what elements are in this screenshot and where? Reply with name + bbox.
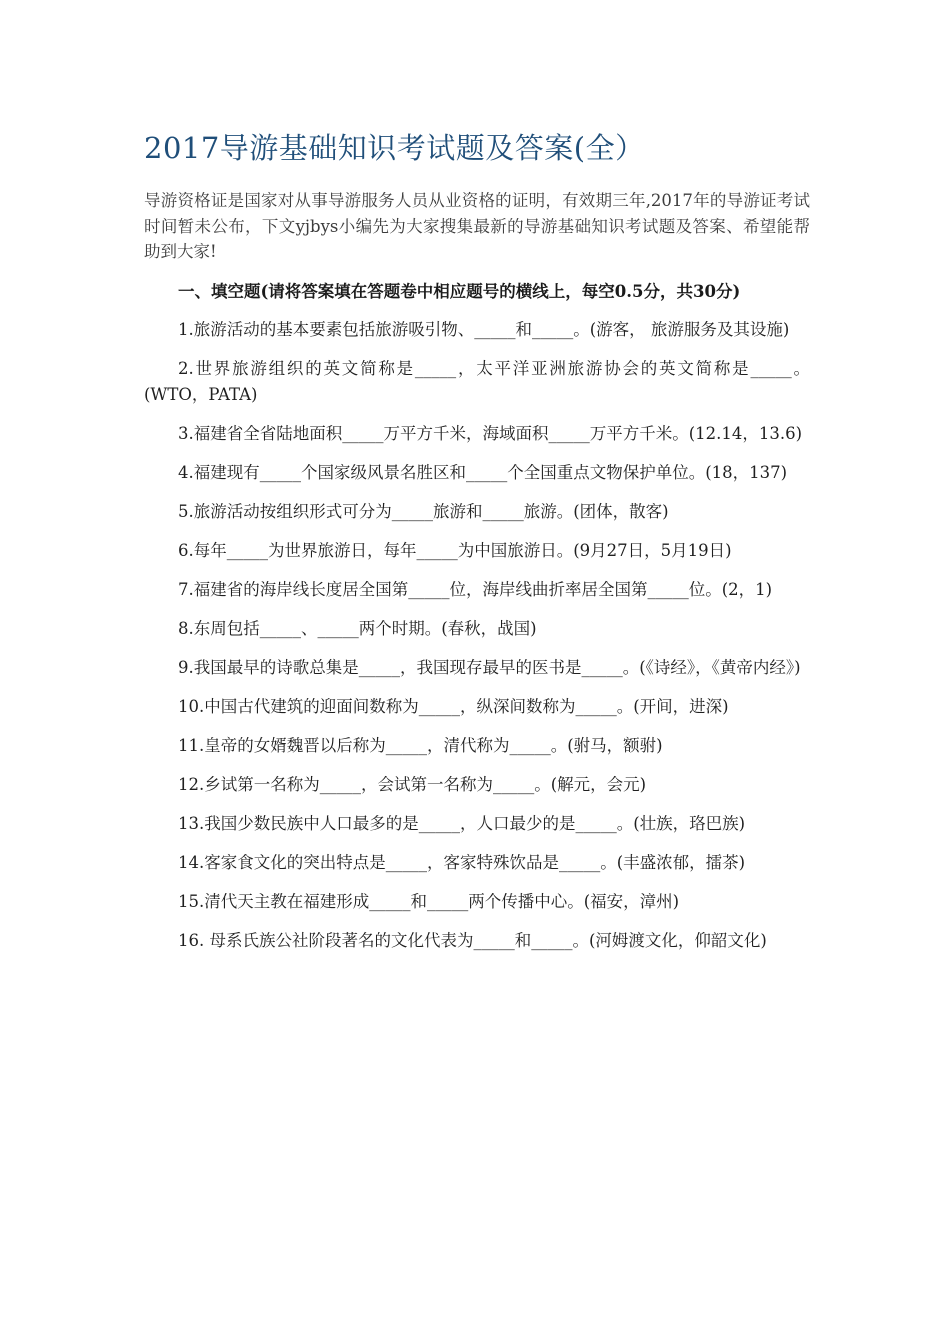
question-item: 4.福建现有_____个国家级风景名胜区和_____个全国重点文物保护单位。(18，137) — [178, 462, 788, 482]
question-item: 8.东周包括_____、_____两个时期。(春秋，战国) — [178, 618, 537, 638]
question-item: 1.旅游活动的基本要素包括旅游吸引物、_____和_____。(游客， 旅游服务及其设施) — [178, 320, 790, 339]
question-item: 5.旅游活动按组织形式可分为_____旅游和_____旅游。(团体，散客) — [178, 501, 669, 521]
question-item: 14.客家食文化的突出特点是_____，客家特殊饮品是_____。(丰盛浓郁，擂茶) — [178, 852, 746, 872]
question-item: 7.福建省的海岸线长度居全国第_____位，海岸线曲折率居全国第_____位。(2，1) — [178, 579, 773, 599]
document-body — [144, 128, 810, 967]
question-item: 11.皇帝的女婿魏晋以后称为_____，清代称为_____。(驸马，额驸) — [178, 735, 663, 755]
section-heading: 一、填空题(请将答案填在答题卷中相应题号的横线上，每空0.5分，共30分) — [178, 281, 741, 301]
question-item: 12.乡试第一名称为_____，会试第一名称为_____。(解元，会元) — [178, 774, 647, 794]
question-item: 13.我国少数民族中人口最多的是_____，人口最少的是_____。(壮族，珞巴族) — [178, 813, 746, 833]
question-item: 10.中国古代建筑的迎面间数称为_____，纵深间数称为_____。(开间，进深) — [178, 696, 729, 716]
question-item: 6.每年_____为世界旅游日，每年_____为中国旅游日。(9月27日，5月19日) — [178, 540, 732, 560]
question-item: 9.我国最早的诗歌总集是_____，我国现存最早的医书是_____。(《诗经》，《黄帝内经》) — [178, 657, 801, 677]
question-item: 15.清代天主教在福建形成_____和_____两个传播中心。(福安，漳州) — [178, 891, 680, 911]
question-item: 3.福建省全省陆地面积_____万平方千米，海域面积_____万平方千米。(12.14，13.6) — [178, 423, 803, 443]
question-item: 16. 母系氏族公社阶段著名的文化代表为_____和_____。(河姆渡文化，仰韶文化) — [178, 930, 767, 950]
question-item: 2.世界旅游组织的英文简称是_____，太平洋亚洲旅游协会的英文简称是_____。(WTO，PATA) — [144, 359, 810, 404]
intro-paragraph: 导游资格证是国家对从事导游服务人员从业资格的证明，有效期三年,2017年的导游证考试时间暂未公布，下文yjbys小编先为大家搜集最新的导游基础知识考试题及答案、希望能帮助到大家! — [144, 191, 810, 261]
document-title: 2017导游基础知识考试题及答案(全） — [144, 131, 645, 165]
